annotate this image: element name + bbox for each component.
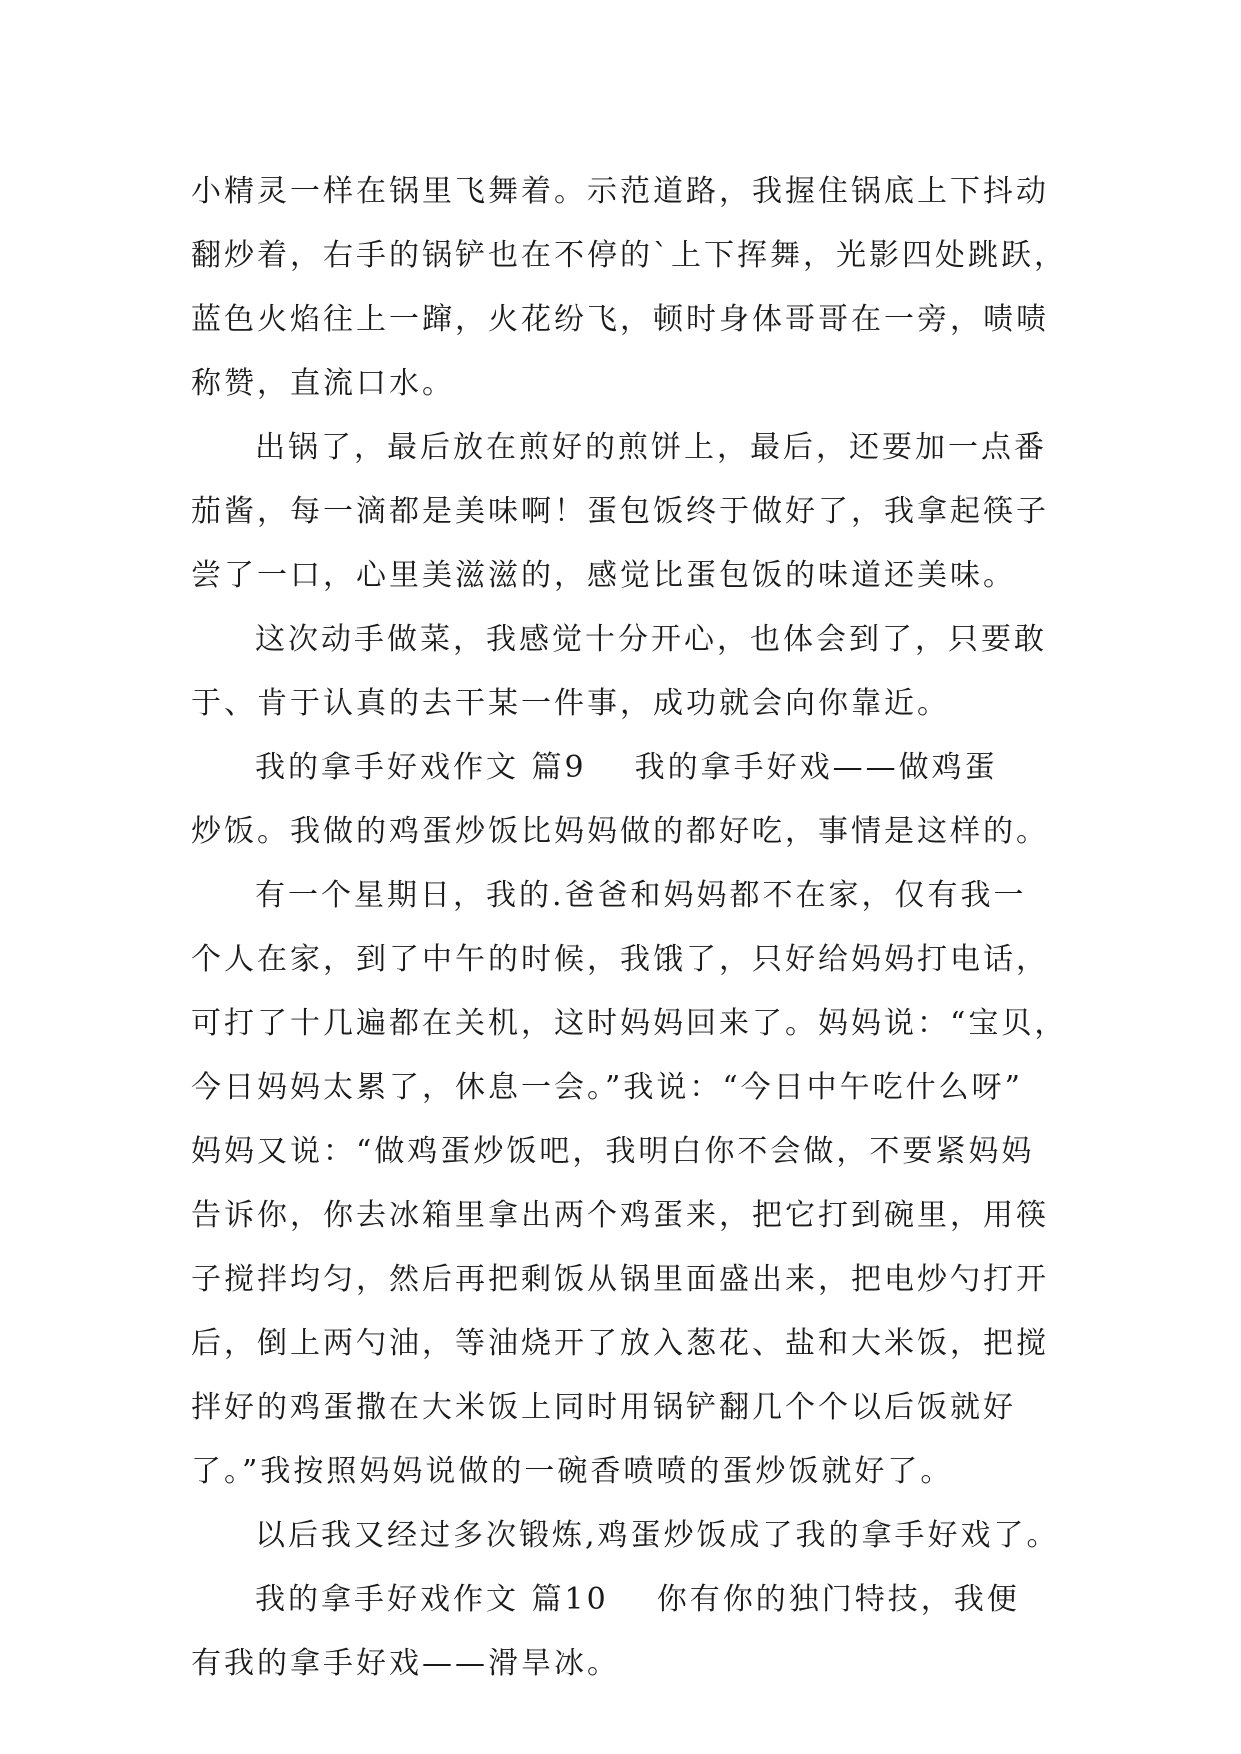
text-line: 后，倒上两勺油，等油烧开了放入葱花、盐和大米饭，把搅 [191,1326,1049,1361]
section-intro-text: 你有你的独门特技，我便 [656,1582,1020,1617]
paragraph-start-line: 出锅了，最后放在煎好的煎饼上，最后，还要加一点番 [255,430,1047,465]
text-line: 称赞，直流口水。 [191,366,455,401]
paragraph-start-line: 以后我又经过多次锻炼,鸡蛋炒饭成了我的拿手好戏了。 [255,1518,1060,1553]
text-line: 翻炒着，右手的锅铲也在不停的`上下挥舞，光影四处跳跃， [191,238,1067,273]
section-heading: 我的拿手好戏作文 篇10 [255,1582,609,1617]
text-line: 拌好的鸡蛋撒在大米饭上同时用锅铲翻几个个以后饭就好 [191,1390,1016,1425]
text-line: 今日妈妈太累了，休息一会。”我说：“今日中午吃什么呀” [191,1070,1024,1105]
text-line: 尝了一口，心里美滋滋的，感觉比蛋包饭的味道还美味。 [191,558,1016,593]
text-line: 炒饭。我做的鸡蛋炒饭比妈妈做的都好吃，事情是这样的。 [191,814,1049,849]
section-intro-text: 我的拿手好戏——做鸡蛋 [634,750,998,785]
text-line: 妈妈又说：“做鸡蛋炒饭吧，我明白你不会做，不要紧妈妈 [191,1134,1035,1169]
text-line: 有我的拿手好戏——滑旱冰。 [191,1646,620,1681]
text-line: 茄酱，每一滴都是美味啊！蛋包饭终于做好了，我拿起筷子 [191,494,1049,529]
section-heading-line [191,1568,1071,1632]
paragraph-start-line: 这次动手做菜，我感觉十分开心，也体会到了，只要敢 [255,622,1047,657]
body-text [191,160,1071,1696]
text-line: 告诉你，你去冰箱里拿出两个鸡蛋来，把它打到碗里，用筷 [191,1198,1049,1233]
text-line: 可打了十几遍都在关机，这时妈妈回来了。妈妈说：“宝贝， [191,1006,1068,1041]
text-line: 于、肯于认真的去干某一件事，成功就会向你靠近。 [191,686,950,721]
paragraph-start-line: 有一个星期日，我的.爸爸和妈妈都不在家，仅有我一 [255,878,1027,913]
section-heading: 我的拿手好戏作文 篇9 [255,750,587,785]
text-line: 子搅拌均匀，然后再把剩饭从锅里面盛出来，把电炒勺打开 [191,1262,1049,1297]
text-line: 了。”我按照妈妈说做的一碗香喷喷的蛋炒饭就好了。 [191,1454,954,1489]
section-heading-line [191,736,1071,800]
text-line: 个人在家，到了中午的时候，我饿了，只好给妈妈打电话， [191,942,1049,977]
text-line: 蓝色火焰往上一蹿，火花纷飞，顿时身体哥哥在一旁，啧啧 [191,302,1049,337]
text-line: 小精灵一样在锅里飞舞着。示范道路，我握住锅底上下抖动 [191,174,1049,209]
